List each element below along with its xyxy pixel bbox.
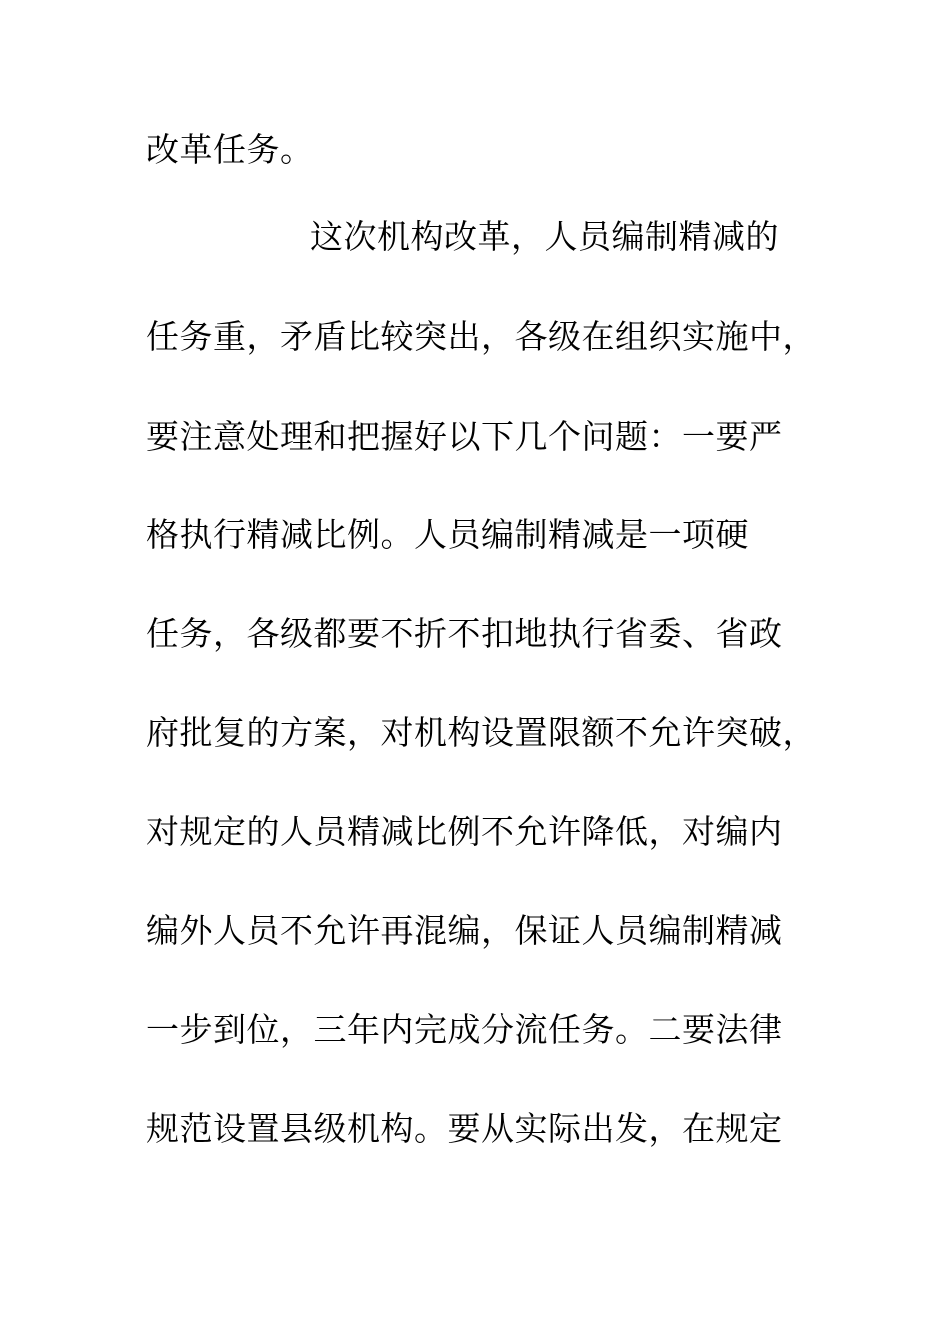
text-line-10: 一步到位，三年内完成分流任务。二要法律 <box>146 1010 783 1049</box>
text-line-9: 编外人员不允许再混编，保证人员编制精减 <box>146 911 783 950</box>
text-line-2: 这次机构改革，人员编制精减的 <box>310 217 779 256</box>
text-line-6: 任务，各级都要不折不扣地执行省委、省政 <box>146 614 783 653</box>
text-line-4: 要注意处理和把握好以下几个问题：一要严 <box>146 417 783 456</box>
text-line-7: 府批复的方案，对机构设置限额不允许突破， <box>146 713 816 752</box>
text-line-8: 对规定的人员精减比例不允许降低，对编内 <box>146 812 783 851</box>
text-line-3: 任务重，矛盾比较突出，各级在组织实施中， <box>146 317 816 356</box>
text-line-1: 改革任务。 <box>146 130 314 169</box>
text-line-5: 格执行精减比例。人员编制精减是一项硬 <box>146 515 749 554</box>
text-line-11: 规范设置县级机构。要从实际出发，在规定 <box>146 1109 783 1148</box>
